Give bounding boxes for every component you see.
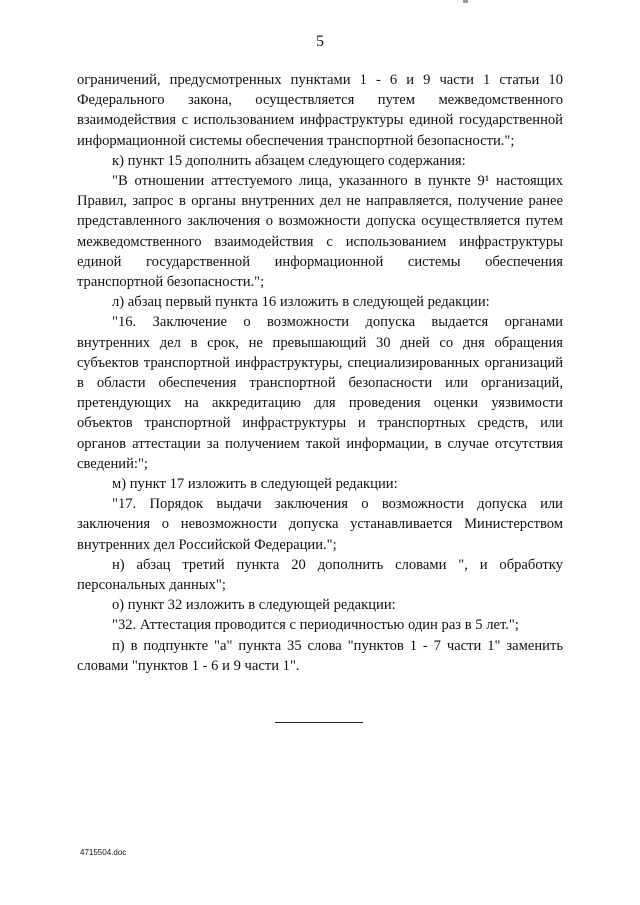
page-number: 5 xyxy=(316,33,324,50)
document-id: 4715504.doc xyxy=(80,848,127,857)
scan-speck xyxy=(463,0,468,3)
paragraph-item-p: п) в подпункте "а" пункта 35 слова "пунктов 1 - 7 части 1" заменить словами "пунктов 1 - 6 и 9 части 1". xyxy=(77,637,563,674)
paragraph-item-m: м) пункт 17 изложить в следующей редакции: xyxy=(112,476,398,493)
document-body xyxy=(77,70,563,676)
paragraph-quote-9-1: "В отношении аттестуемого лица, указанного в пункте 9¹ настоящих Правил, запрос в органы внутренних дел не направляется, получение ранее представленного заключения о возможности допуска осуществляется путем межведомственного взаимодействия с использованием инфраструктуры единой государственной информационной системы обеспечения транспортной безопасности."; xyxy=(77,173,563,291)
paragraph-item-n: н) абзац третий пункта 20 дополнить словами ", и обработку персональных данных"; xyxy=(77,556,563,594)
paragraph-item-k: к) пункт 15 дополнить абзацем следующего содержания: xyxy=(112,152,466,169)
paragraph-continuation: ограничений, предусмотренных пунктами 1 - 6 и 9 части 1 статьи 10 Федерального закона, осуществляется путем межведомственного взаимодействия с использованием инфраструктуры единой государственной информационной системы обеспечения транспортной безопасности."; xyxy=(77,72,563,149)
paragraph-item-l: л) абзац первый пункта 16 изложить в следующей редакции: xyxy=(112,294,490,311)
paragraph-quote-32: "32. Аттестация проводится с периодичностью один раз в 5 лет."; xyxy=(112,617,519,634)
paragraph-quote-17: "17. Порядок выдачи заключения о возможности допуска или заключения о невозможности допуска устанавливается Министерством внутренних дел Российской Федерации."; xyxy=(77,496,563,553)
end-divider xyxy=(275,722,363,723)
paragraph-item-o: о) пункт 32 изложить в следующей редакции: xyxy=(112,597,396,614)
paragraph-quote-16: "16. Заключение о возможности допуска выдается органами внутренних дел в срок, не превышающий 30 дней со дня обращения субъектов транспортной инфраструктуры, специализированных организаций в области обеспечения транспортной безопасности или организаций, претендующих на аккредитацию для проведения оценки уязвимости объектов транспортной инфраструктуры и транспортных средств, или органов аттестации за получением такой информации, в случае отсутствия сведений:"; xyxy=(77,314,563,472)
